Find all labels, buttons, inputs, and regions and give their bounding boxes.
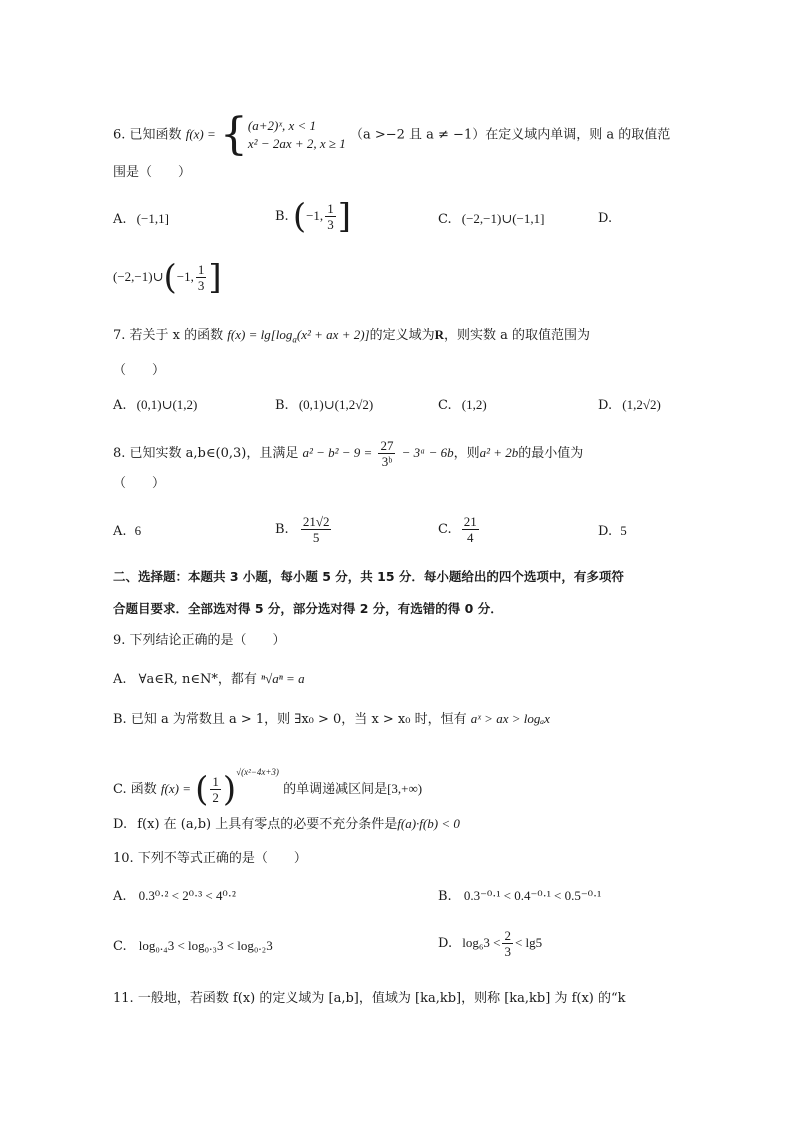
q9-c-close: ) [222,769,237,810]
q7-text-a: 若关于 x 的函数 [129,328,224,343]
q10-stem [113,849,307,869]
q7-b-label: B. [275,398,289,413]
q9-c-open: ( [195,769,209,810]
q8-target: a² + 2b [479,445,519,460]
q8-text-a: 已知实数 a,b∈(0,3)，且满足 [129,446,299,461]
q6-brace: { [219,109,248,160]
q6-post: 在定义域内单调，则 a 的取值范 [485,127,671,143]
q7-option-a [113,395,197,416]
q7-b-text: (0,1)∪(1,2√2) [298,397,374,412]
q10-c-label: C. [113,939,127,954]
section2-line2: 合题目要求．全部选对得 5 分，部分选对得 2 分，有选错的得 0 分． [113,601,503,616]
q7-expr-sub: a [292,334,297,345]
q6-stem [113,109,671,160]
q7-option-d [598,395,661,416]
q10-option-d [438,928,542,959]
q8-option-b [275,514,333,545]
q9-c-num: 1 [212,774,219,789]
q10-option-a [113,886,236,907]
q9-d-formula: f(a)·f(b) < 0 [397,816,460,831]
q10-d-den: 3 [504,944,511,959]
q7-option-b [275,395,373,416]
q8-text-c: 的最小值为 [518,446,584,461]
q6-d-den: 3 [197,278,205,293]
q10-c-text: log₀.₄3 < log₀.₃3 < log₀.₂3 [138,938,273,953]
q6-b-left: −1, [306,208,324,223]
q9-c-text-b: 的单调递减区间是 [283,782,388,797]
q8-option-a [113,521,141,542]
q7-d-text: (1,2√2) [622,397,661,412]
q6-b-frac [325,201,336,232]
q9-option-a [113,669,305,690]
q10-b-text: 0.3⁻⁰·¹ < 0.4⁻⁰·¹ < 0.5⁻⁰·¹ [463,888,602,903]
q8-number: 8. [113,446,126,461]
q6-piece1: (a+2)ˣ, x < 1 [247,118,317,133]
q7-d-label: D. [598,398,613,413]
q8-frac-den: 3ᵇ [381,454,393,469]
q8-option-d [598,521,627,542]
q6-d-frac [196,262,207,293]
q6-b-num: 1 [327,201,334,216]
q9-stem-text: 下列结论正确的是（ ） [129,633,286,648]
q8-b-den: 5 [312,530,320,545]
q7-stem [113,325,590,350]
q6-fx: f(x) = [185,126,216,142]
q8-text-b: ，则 [453,446,480,461]
q9-a-label: A. [113,672,127,687]
q8-b-frac [301,514,332,545]
q10-d-text-a: log₆3 < [462,935,501,950]
q6-d-label: D. [598,211,613,226]
q7-real-set: R [434,327,445,342]
q6-d-close: ] [208,257,222,298]
q10-d-frac [502,928,513,959]
q10-option-c [113,936,273,957]
q7-expr [227,327,370,345]
q6-line2: 围是（ ） [113,165,192,180]
q7-c-label: C. [438,398,452,413]
q9-stem [113,631,286,651]
q7-expr-a: f(x) = lg[log [227,327,293,342]
q9-c-frac [210,774,221,805]
q9-d-label: D. [113,817,128,832]
q9-c-interval: [3,+∞) [387,781,423,796]
q8-frac [378,438,395,469]
q6-d-open: ( [163,257,177,298]
q9-c-den: 2 [212,790,219,805]
q9-b-text: 已知 a 为常数且 a > 1，则 ∃x₀ > 0，当 x > x₀ 时，恒有 [130,712,467,727]
q6-d-mid: −1, [176,269,194,284]
q6-number: 6. [113,127,126,143]
q6-b-close: ] [337,196,351,237]
q10-number: 10. [113,851,134,866]
q7-number: 7. [113,328,126,343]
q7-a-label: A. [113,398,127,413]
q6-b-open: ( [292,196,307,237]
q10-d-label: D. [438,936,453,951]
q7-a-text: (0,1)∪(1,2) [136,397,198,412]
q6-option-b [275,196,351,237]
q7-c-text: (1,2) [461,397,487,412]
q7-option-c [438,395,487,416]
q9-c-exponent: √(x²−4x+3) [236,767,279,777]
q6-b-den: 3 [327,217,334,232]
q10-d-text-b: < lg5 [514,935,543,950]
q10-option-b [438,886,601,907]
q8-c-den: 4 [467,530,474,545]
q7-text-b: 的定义域为 [369,328,435,343]
q8-b-num: 21√2 [302,514,330,529]
q10-a-text: 0.3⁰·² < 2⁰·³ < 4⁰·² [138,888,236,903]
q8-option-c [438,514,481,545]
q10-d-num: 2 [504,928,511,943]
q8-c-label: C. [438,522,452,537]
section2-line1: 二、选择题：本题共 3 小题，每小题 5 分，共 15 分．每小题给出的四个选项中，有多项符 [113,569,624,584]
q8-frac-num: 27 [380,438,394,453]
q6-c-label: C. [438,212,452,227]
q6-c-text: (−2,−1)∪(−1,1] [461,211,545,226]
q9-a-formula: ⁿ√aⁿ = a [260,671,305,686]
q8-a-label: A. [113,524,127,539]
q6-b-label: B. [275,209,289,224]
q6-condition: （a >−2 且 a ≠ −1） [349,127,486,143]
q8-line2: （ ） [113,476,166,491]
q9-c-label: C. [113,782,127,797]
q6-pre: 已知函数 [129,127,182,143]
q6-piece2: x² − 2ax + 2, x ≥ 1 [247,136,346,151]
q8-eq-a: a² − b² − 9 = [302,445,373,460]
q9-c-text: 函数 [130,782,157,797]
q8-c-frac [462,514,479,545]
q8-d-text: 5 [620,523,627,538]
q7-line2: （ ） [113,363,166,378]
q9-number: 9. [113,633,126,648]
q11-number: 11. [113,991,134,1006]
q6-option-d [113,257,222,298]
q9-b-label: B. [113,712,127,727]
q9-c-fx: f(x) = [160,781,191,796]
q6-option-d-label [598,209,612,229]
q9-d-text: f(x) 在 (a,b) 上具有零点的必要不充分条件是 [137,817,398,832]
q9-option-d [113,814,460,835]
q8-b-label: B. [275,522,289,537]
q9-a-text: ∀a∈R, n∈N*，都有 [138,672,257,687]
q6-a-label: A. [113,212,127,227]
q6-option-a [113,209,169,230]
q9-b-formula: aˣ > ax > logₐx [470,711,550,726]
q8-a-text: 6 [134,523,142,538]
q9-option-b [113,709,550,730]
q6-d-num: 1 [197,262,205,277]
q10-stem-text: 下列不等式正确的是（ ） [137,851,307,866]
q8-d-label: D. [598,524,613,539]
q10-b-label: B. [438,889,452,904]
q10-a-label: A. [113,889,127,904]
q6-a-text: (−1,1] [136,211,169,226]
q8-stem [113,438,583,469]
q9-option-c [113,752,422,810]
q8-eq-b: − 3ᵃ − 6b [401,445,454,460]
q11-stem [113,989,626,1009]
q6-option-c [438,209,544,230]
q6-pieces [248,117,346,153]
q11-text: 一般地，若函数 f(x) 的定义域为 [a,b]，值域为 [ka,kb]，则称 [ka,kb] 为 f(x) 的“k [137,991,626,1006]
q8-c-num: 21 [463,514,477,529]
q7-expr-b: (x² + ax + 2)] [296,327,370,342]
q6-d-left: (−2,−1)∪ [113,269,164,284]
q7-text-c: ，则实数 a 的取值范围为 [444,328,591,343]
